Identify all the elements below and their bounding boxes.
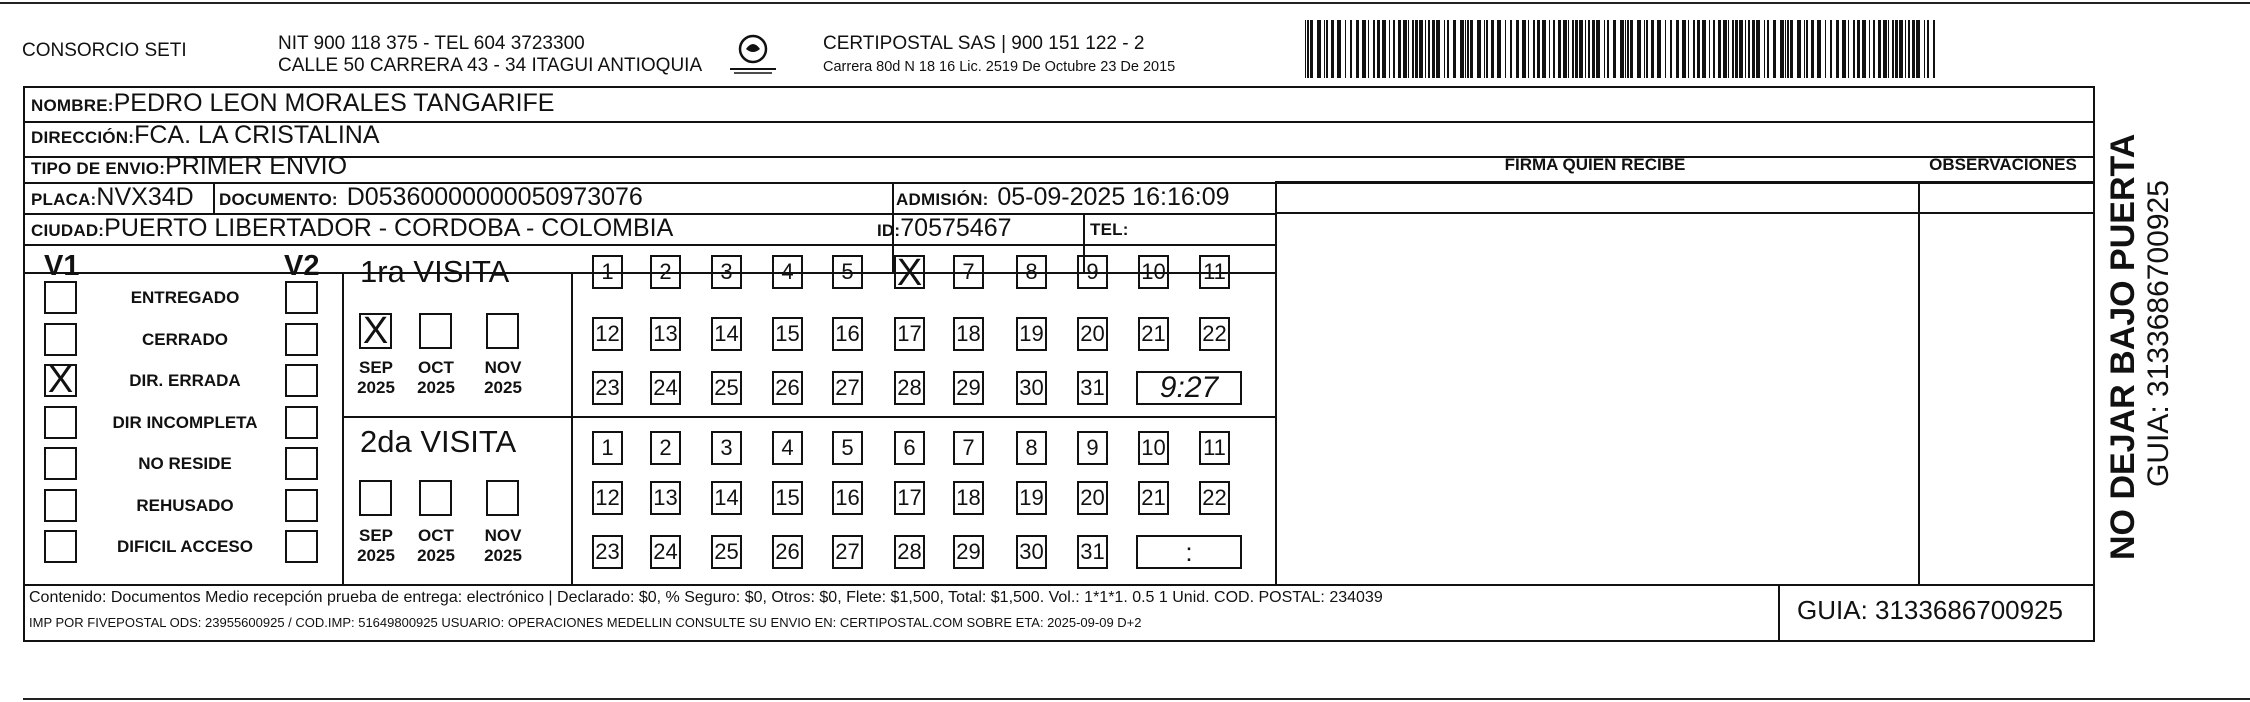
day-box[interactable]: 1 xyxy=(592,255,623,289)
day-box[interactable]: 30 xyxy=(1016,371,1047,405)
second-visit-title: 2da VISITA xyxy=(360,424,517,459)
month-checkbox-nov[interactable] xyxy=(486,480,519,516)
barcode xyxy=(1305,20,1935,78)
side-guia: GUIA: 3133686700925 xyxy=(2142,180,2175,487)
month-checkbox-oct[interactable] xyxy=(419,313,452,349)
month-label: NOV 2025 xyxy=(484,358,522,397)
day-box[interactable]: 8 xyxy=(1016,431,1047,465)
status-option-label: ENTREGADO xyxy=(130,288,240,307)
day-box[interactable]: 27 xyxy=(832,371,863,405)
day-box[interactable]: 8 xyxy=(1016,255,1047,289)
v2-checkbox[interactable] xyxy=(285,530,318,563)
status-option-label: REHUSADO xyxy=(136,495,234,515)
check-mark: X xyxy=(47,359,74,401)
day-box[interactable]: 4 xyxy=(772,255,803,289)
day-box[interactable]: 18 xyxy=(953,317,984,351)
day-box[interactable]: 12 xyxy=(592,317,623,351)
day-box[interactable]: 14 xyxy=(711,481,742,515)
day-box[interactable]: 17 xyxy=(894,317,925,351)
status-option-label: NO RESIDE xyxy=(138,454,232,473)
day-box[interactable]: 5 xyxy=(832,431,863,465)
documento-field: DOCUMENTO: D05360000000050973076 xyxy=(219,183,643,211)
day-box[interactable]: 24 xyxy=(650,535,681,569)
check-mark: X xyxy=(362,310,389,352)
month-label: SEP 2025 xyxy=(357,526,395,565)
day-box[interactable]: 5 xyxy=(832,255,863,289)
day-box[interactable]: 22 xyxy=(1199,317,1230,351)
v1-checkbox[interactable] xyxy=(44,406,77,439)
time-box[interactable]: : xyxy=(1136,535,1242,569)
day-box[interactable]: 7 xyxy=(953,431,984,465)
day-box[interactable]: 26 xyxy=(772,371,803,405)
day-box[interactable]: 3 xyxy=(711,431,742,465)
v2-checkbox[interactable] xyxy=(285,447,318,480)
bottom-rule xyxy=(23,698,2250,700)
day-box[interactable]: 25 xyxy=(711,535,742,569)
v2-checkbox[interactable] xyxy=(285,364,318,397)
firma-heading: FIRMA QUIEN RECIBE xyxy=(1504,155,1686,174)
month-checkbox-sep[interactable] xyxy=(359,310,392,352)
v1-checkbox[interactable] xyxy=(44,489,77,522)
certipostal-logo-icon xyxy=(722,33,784,77)
month-checkbox-nov[interactable] xyxy=(486,313,519,349)
v2-checkbox[interactable] xyxy=(285,281,318,314)
month-label: SEP 2025 xyxy=(357,358,395,397)
month-label: NOV 2025 xyxy=(484,526,522,565)
day-box[interactable]: 28 xyxy=(894,371,925,405)
direccion-field: DIRECCIÓN:FCA. LA CRISTALINA xyxy=(31,121,380,149)
day-box[interactable]: 29 xyxy=(953,371,984,405)
day-box[interactable]: 19 xyxy=(1016,481,1047,515)
day-box[interactable]: 27 xyxy=(832,535,863,569)
license-line: Carrera 80d N 18 16 Lic. 2519 De Octubre 23 De 2015 xyxy=(823,59,1176,75)
nombre-field: NOMBRE:PEDRO LEON MORALES TANGARIFE xyxy=(31,89,555,117)
month-checkbox-sep[interactable] xyxy=(359,480,392,516)
day-box[interactable]: 22 xyxy=(1199,481,1230,515)
v1-label: V1 xyxy=(44,250,80,282)
certipostal-line: CERTIPOSTAL SAS | 900 151 122 - 2 xyxy=(823,33,1145,54)
tel-field: TEL: xyxy=(1090,220,1129,239)
day-box[interactable] xyxy=(894,252,925,294)
v2-checkbox[interactable] xyxy=(285,323,318,356)
day-box[interactable]: 10 xyxy=(1138,431,1169,465)
company-name: CONSORCIO SETI xyxy=(22,40,187,61)
v1-checkbox[interactable] xyxy=(44,281,77,314)
day-box[interactable]: 20 xyxy=(1077,317,1108,351)
day-box[interactable]: 16 xyxy=(832,317,863,351)
day-box[interactable]: 19 xyxy=(1016,317,1047,351)
day-box[interactable]: 11 xyxy=(1199,255,1230,289)
day-box[interactable]: 4 xyxy=(772,431,803,465)
day-box[interactable]: 21 xyxy=(1138,481,1169,515)
day-box[interactable]: 15 xyxy=(772,317,803,351)
day-box[interactable]: 2 xyxy=(650,255,681,289)
admision-field: ADMISIÓN: 05-09-2025 16:16:09 xyxy=(896,183,1230,211)
day-box[interactable]: 3 xyxy=(711,255,742,289)
day-box[interactable]: 9 xyxy=(1077,431,1108,465)
top-rule xyxy=(0,2,2250,4)
day-box[interactable]: 2 xyxy=(650,431,681,465)
v1-checkbox[interactable] xyxy=(44,323,77,356)
day-box[interactable]: 30 xyxy=(1016,535,1047,569)
day-box[interactable]: 13 xyxy=(650,481,681,515)
imp-line: IMP POR FIVEPOSTAL ODS: 23955600925 / COD.IMP: 51649800925 USUARIO: OPERACIONES MEDELLIN CONSULTE SU ENVIO EN: CERTIPOSTAL.COM SOBRE ETA: 2025-09-09 D+2 xyxy=(29,615,1142,630)
day-box[interactable]: 26 xyxy=(772,535,803,569)
day-box[interactable]: 31 xyxy=(1077,371,1108,405)
month-label: OCT 2025 xyxy=(417,526,455,565)
observaciones-heading: OBSERVACIONES xyxy=(1929,155,2077,174)
status-option-label: CERRADO xyxy=(142,329,228,349)
day-box[interactable]: 10 xyxy=(1138,255,1169,289)
address-line: CALLE 50 CARRERA 43 - 34 ITAGUI ANTIOQUIA xyxy=(278,55,703,76)
no-dejar-warning: NO DEJAR BAJO PUERTA xyxy=(2104,133,2142,560)
day-box[interactable]: 12 xyxy=(592,481,623,515)
v1-checkbox[interactable] xyxy=(44,447,77,480)
day-box[interactable]: 18 xyxy=(953,481,984,515)
month-label: OCT 2025 xyxy=(417,358,455,397)
day-box[interactable]: 14 xyxy=(711,317,742,351)
day-box[interactable]: 16 xyxy=(832,481,863,515)
v2-checkbox[interactable] xyxy=(285,489,318,522)
day-box[interactable]: 17 xyxy=(894,481,925,515)
day-box[interactable]: 23 xyxy=(592,371,623,405)
v1-checkbox[interactable] xyxy=(44,359,77,401)
day-box[interactable]: 28 xyxy=(894,535,925,569)
day-box[interactable]: 25 xyxy=(711,371,742,405)
day-box[interactable]: 1 xyxy=(592,431,623,465)
first-visit-title: 1ra VISITA xyxy=(360,254,510,289)
day-box[interactable]: 21 xyxy=(1138,317,1169,351)
day-box[interactable]: 20 xyxy=(1077,481,1108,515)
day-box[interactable]: 29 xyxy=(953,535,984,569)
tipo-envio-field: TIPO DE ENVIO:PRIMER ENVIO xyxy=(31,152,348,180)
day-box[interactable]: 13 xyxy=(650,317,681,351)
day-box[interactable]: 11 xyxy=(1199,431,1230,465)
day-box[interactable]: 15 xyxy=(772,481,803,515)
contenido-line: Contenido: Documentos Medio recepción prueba de entrega: electrónico | Declarado: $0, % Seguro: $0, Otros: $0, Flete: $1,500, Total: $1,500. Vol.: 1*1*1. 0.5 1 Unid. COD. POSTAL: 234039 xyxy=(29,589,1383,606)
day-box[interactable]: 24 xyxy=(650,371,681,405)
placa-field: PLACA:NVX34D xyxy=(31,183,194,211)
id-field: ID:70575467 xyxy=(877,214,1012,242)
v2-checkbox[interactable] xyxy=(285,406,318,439)
status-option-label: DIR INCOMPLETA xyxy=(112,412,258,432)
footer-guia: GUIA: 3133686700925 xyxy=(1797,595,2063,625)
month-checkbox-oct[interactable] xyxy=(419,480,452,516)
ciudad-field: CIUDAD:PUERTO LIBERTADOR - CORDOBA - COLOMBIA xyxy=(31,214,674,242)
time-box[interactable]: 9:27 xyxy=(1136,371,1242,405)
v2-label: V2 xyxy=(284,250,320,282)
v1-checkbox[interactable] xyxy=(44,530,77,563)
day-box[interactable]: 6 xyxy=(894,431,925,465)
status-option-label: DIFICIL ACCESO xyxy=(116,537,253,556)
check-mark: X xyxy=(896,252,923,294)
status-option-label: DIR. ERRADA xyxy=(129,371,241,390)
day-box[interactable]: 31 xyxy=(1077,535,1108,569)
nit-line: NIT 900 118 375 - TEL 604 3723300 xyxy=(278,33,585,54)
day-box[interactable]: 23 xyxy=(592,535,623,569)
day-box[interactable]: 7 xyxy=(953,255,984,289)
day-box[interactable]: 9 xyxy=(1077,255,1108,289)
